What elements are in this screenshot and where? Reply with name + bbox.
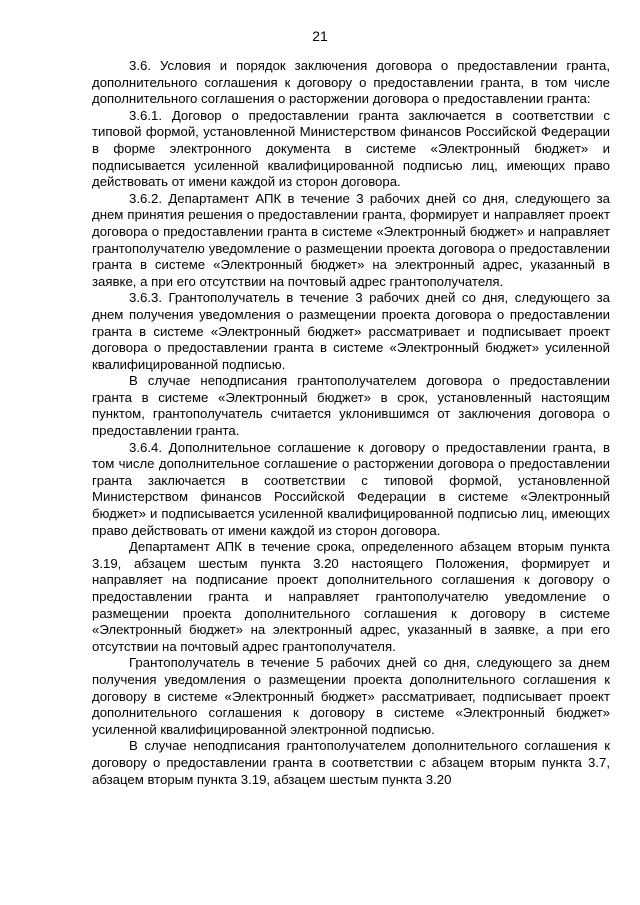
paragraph-3-6-4: 3.6.4. Дополнительное соглашение к договору о предоставлении гранта, в том числе дополнительное соглашение о расторжении договора о предоставлении гранта заключается в соответствии с типовой формой, установленной Министерством финансов Российской Федерации в системе «Электронный бюджет» и подписывается усиленной квалифицированной подписью лиц, имеющих право действовать от имени каждой из сторон договора. <box>92 439 610 538</box>
document-body <box>92 58 610 788</box>
paragraph-3-6: 3.6. Условия и порядок заключения договора о предоставлении гранта, дополнительного соглашения к договору о предоставлении гранта, в том числе дополнительного соглашения о расторжении договора о предоставлении гранта: <box>92 58 610 107</box>
paragraph-recipient-additional-agreement: Грантополучатель в течение 5 рабочих дней со дня, следующего за днем получения уведомления о размещении проекта дополнительного соглашения к договору в системе «Электронный бюджет» рассматривает, подписывает проект дополнительного соглашения к договору в системе «Электронный бюджет» усиленной квалифицированной электронной подписью. <box>92 655 610 737</box>
paragraph-3-6-1: 3.6.1. Договор о предоставлении гранта заключается в соответствии с типовой формой, установленной Министерством финансов Российской Федерации в форме электронного документа в системе «Электронный бюджет» и подписывается усиленной квалифицированной подписью лиц, имеющих право действовать от имени каждой из сторон договора. <box>92 107 610 190</box>
paragraph-non-signing-contract: В случае неподписания грантополучателем договора о предоставлении гранта в системе «Электронный бюджет» в срок, установленный настоящим пунктом, грантополучатель считается уклонившимся от заключения договора о предоставлении гранта. <box>92 373 610 439</box>
paragraph-non-signing-additional-agreement: В случае неподписания грантополучателем дополнительного соглашения к договору о предоставлении гранта в соответствии с абзацем вторым пункта 3.7, абзацем вторым пункта 3.19, абзацем шестым пункта 3.20 <box>92 738 610 787</box>
paragraph-3-6-2: 3.6.2. Департамент АПК в течение 3 рабочих дней со дня, следующего за днем принятия решения о предоставлении гранта, формирует и направляет проект договора о предоставлении гранта в системе «Электронный бюджет» и направляет грантополучателю уведомление о размещении проекта договора о предоставлении гранта в системе «Электронный бюджет» на электронный адрес, указанный в заявке, а при его отсутствии на почтовый адрес грантополучателя. <box>92 190 610 289</box>
page-number: 21 <box>312 28 328 44</box>
paragraph-3-6-3: 3.6.3. Грантополучатель в течение 3 рабочих дней со дня, следующего за днем получения уведомления о размещении проекта договора о предоставлении гранта в системе «Электронный бюджет» рассматривает и подписывает проект договора о предоставлении гранта в системе «Электронный бюджет» усиленной квалифицированной подписью. <box>92 290 610 372</box>
paragraph-department-additional-agreement: Департамент АПК в течение срока, определенного абзацем вторым пункта 3.19, абзацем шестым пункта 3.20 настоящего Положения, формирует и направляет на подписание проект дополнительного соглашения к договору о предоставлении гранта и направляет грантополучателю уведомление о размещении проекта дополнительного соглашения к договору в системе «Электронный бюджет» на электронный адрес, указанный в заявке, а при его отсутствии на почтовый адрес грантополучателя. <box>92 539 610 654</box>
